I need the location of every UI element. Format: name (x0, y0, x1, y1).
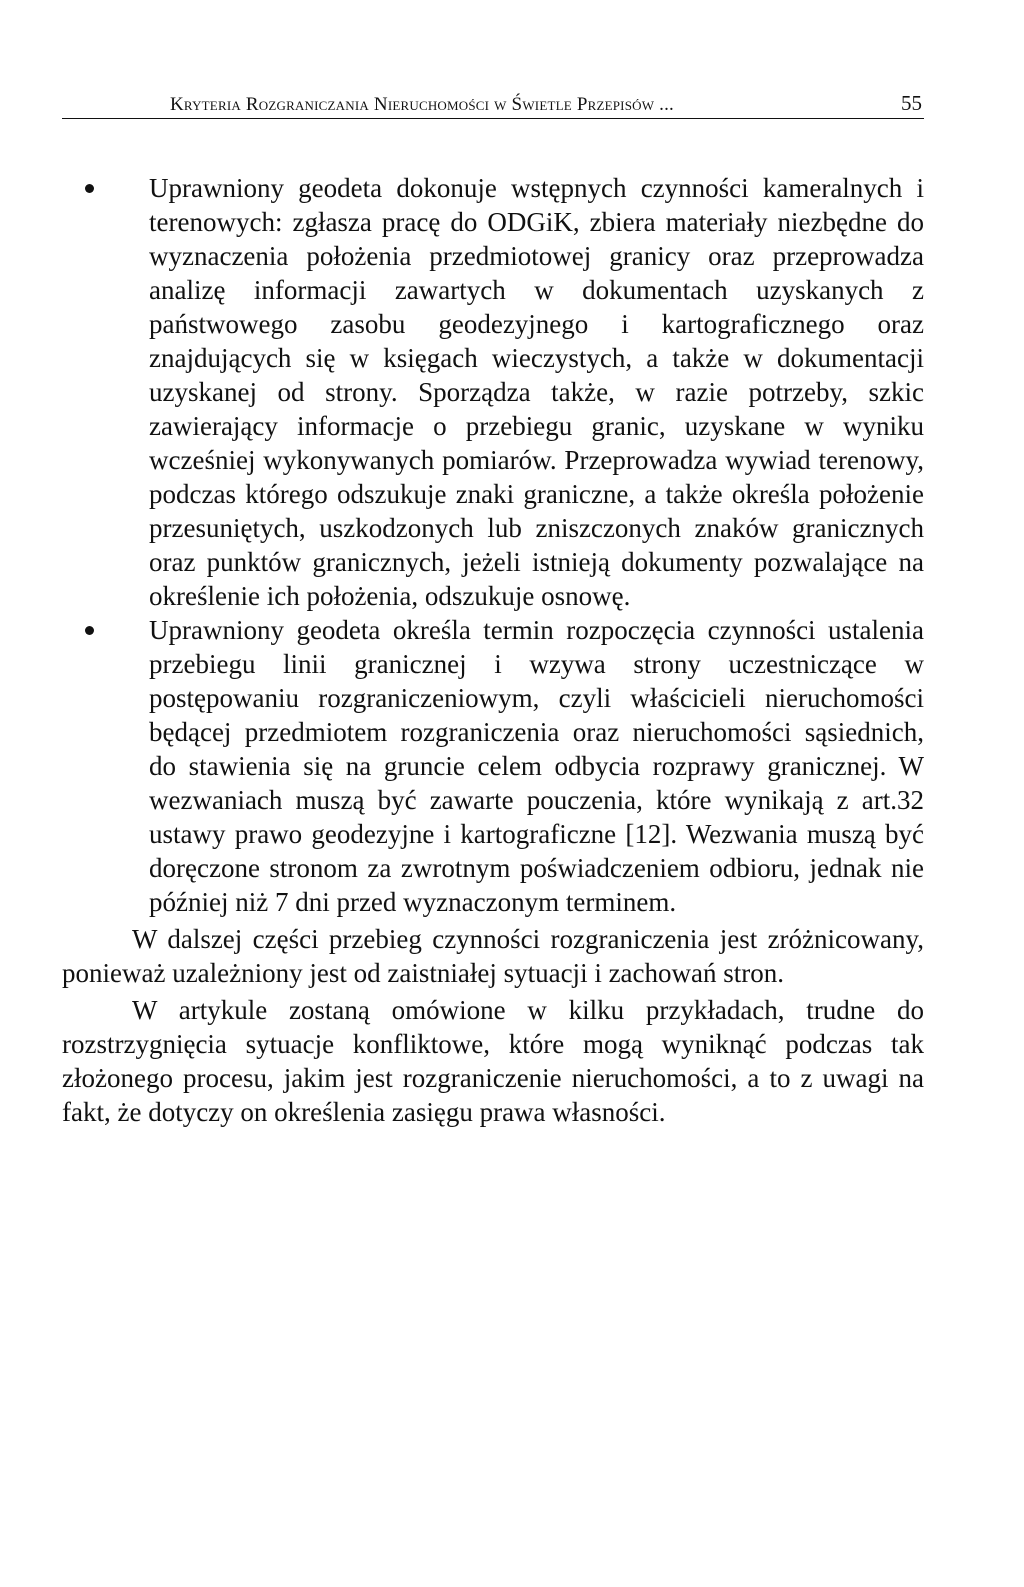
running-header (62, 88, 924, 119)
bullet-item (62, 171, 924, 613)
page-number: 55 (901, 91, 922, 115)
paragraph: W artykule zostaną omówione w kilku przykładach, trudne do rozstrzygnięcia sytuacje konfliktowe, które mogą wyniknąć podczas tak złożonego procesu, jakim jest rozgraniczenie nieruchomości, a to z uwagi na fakt, że dotyczy on określenia zasięgu prawa własności. (62, 995, 924, 1127)
bullet-text: Uprawniony geodeta dokonuje wstępnych czynności kameralnych i terenowych: zgłasza pracę do ODGiK, zbiera materiały niezbędne do wyznaczenia położenia przedmiotowej granicy oraz przeprowadza analizę informacji zawartych w dokumentach uzyskanych z państwowego zasobu geodezyjnego i kartograficznego oraz znajdujących się w księgach wieczystych, a także w dokumentacji uzyskanej od strony. Sporządza także, w razie potrzeby, szkic zawierający informacje o przebiegu granic, uzyskane w wyniku wcześniej wykonywanych pomiarów. Przeprowadza wywiad terenowy, podczas którego odszukuje znaki graniczne, a także określa położenie przesuniętych, uszkodzonych lub zniszczonych znaków granicznych oraz punktów granicznych, jeżeli istnieją dokumenty pozwalające na określenie ich położenia, odszukuje osnowę. (149, 173, 924, 611)
bullet-dot-icon (85, 184, 94, 193)
bullet-item (62, 613, 924, 919)
bullet-dot-icon (85, 626, 94, 635)
bullet-text: Uprawniony geodeta określa termin rozpoczęcia czynności ustalenia przebiegu linii granicznej i wzywa strony uczestniczące w postępowaniu rozgraniczeniowym, czyli właścicieli nieruchomości będącej przedmiotem rozgraniczenia oraz nieruchomości sąsiednich, do stawienia się na gruncie celem odbycia rozprawy granicznej. W wezwaniach muszą być zawarte pouczenia, które wynikają z art.32 ustawy prawo geodezyjne i kartograficzne [12]. Wezwania muszą być doręczone stronom za zwrotnym poświadczeniem odbioru, jednak nie później niż 7 dni przed wyznaczonym terminem. (149, 615, 924, 917)
paragraph: W dalszej części przebieg czynności rozgraniczenia jest zróżnicowany, ponieważ uzależniony jest od zaistniałej sytuacji i zachowań stron. (62, 924, 924, 988)
running-header-title: Kryteria Rozgraniczania Nieruchomości w Świetle Przepisów ... (170, 94, 674, 115)
body-text (62, 171, 924, 1129)
